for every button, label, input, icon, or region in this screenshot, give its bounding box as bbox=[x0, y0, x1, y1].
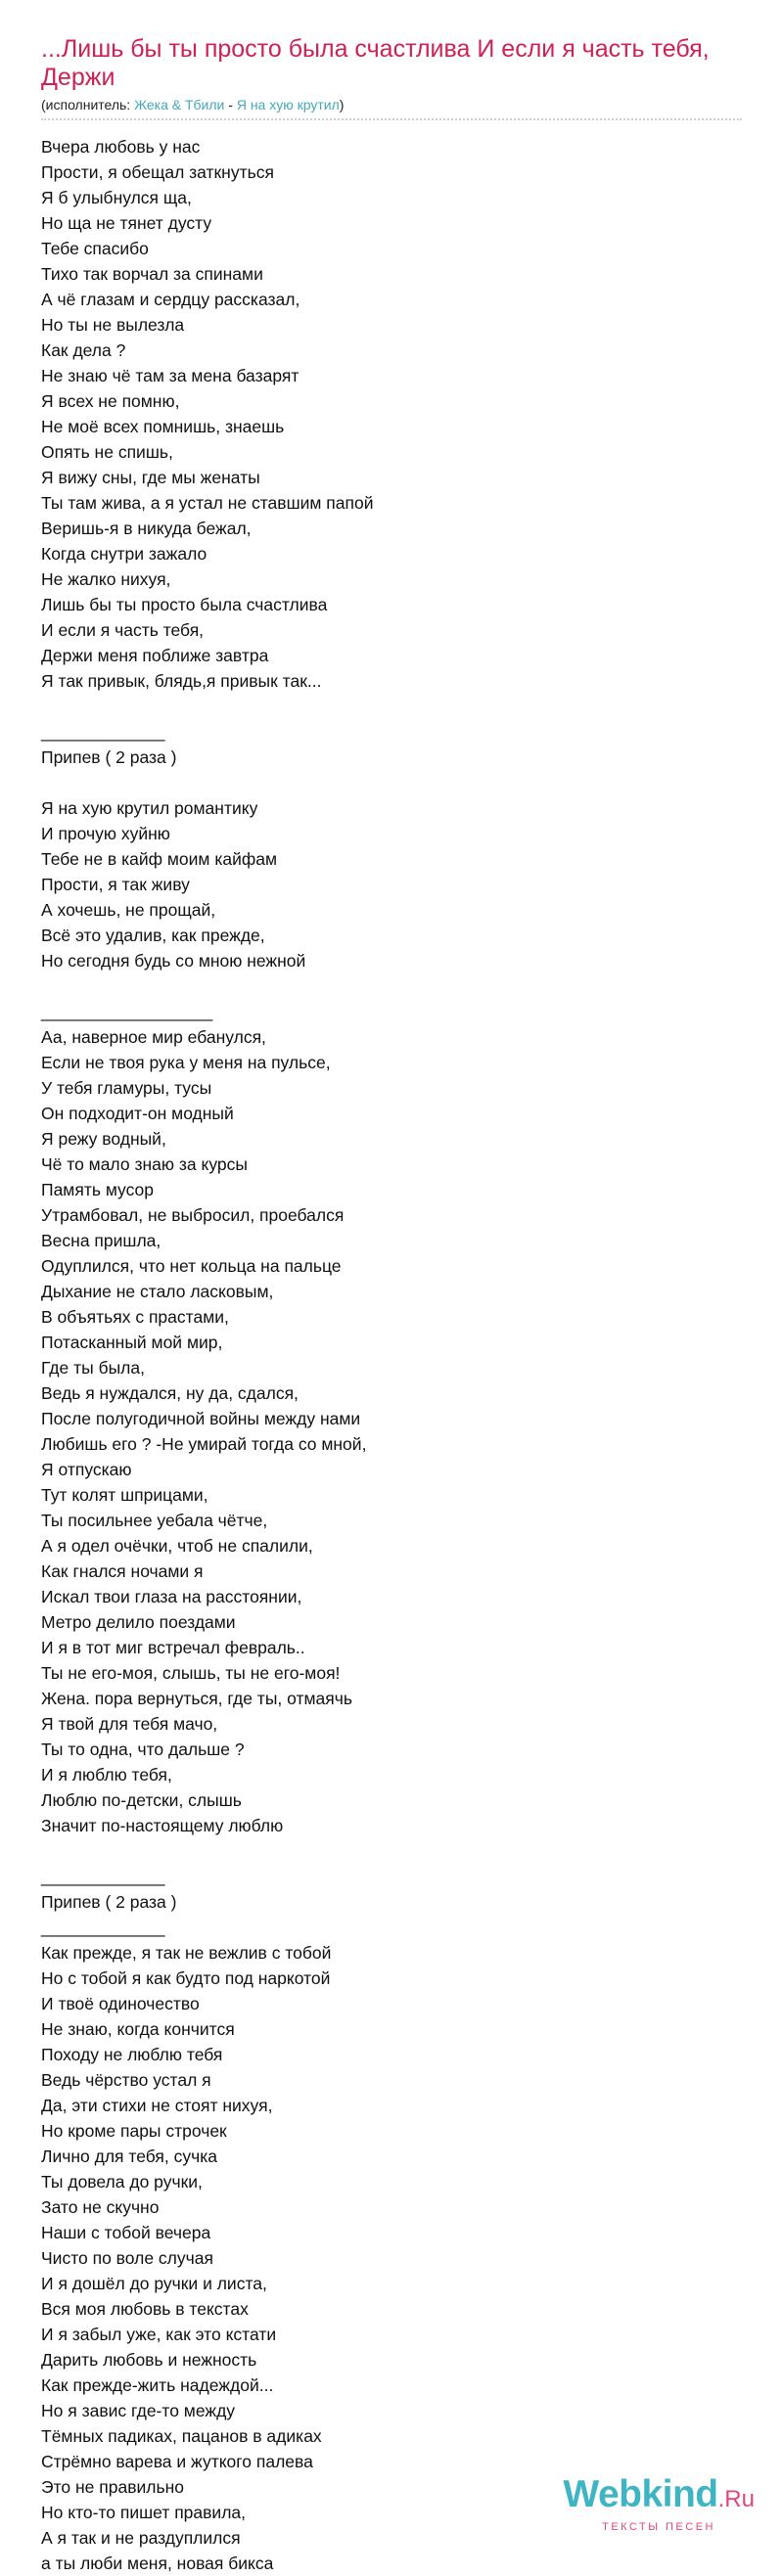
lyric-line: И я люблю тебя, bbox=[41, 1765, 172, 1785]
lyric-line: Тут колят шприцами, bbox=[41, 1485, 208, 1505]
lyric-line: Прости, я обещал заткнуться bbox=[41, 162, 274, 182]
lyric-line: Лишь бы ты просто была счастлива bbox=[41, 595, 328, 614]
lyric-line: Ведь чёрство устал я bbox=[41, 2070, 211, 2090]
lyric-line: Веришь-я в никуда бежал, bbox=[41, 519, 252, 538]
lyric-line: Я так привык, блядь,я привык так... bbox=[41, 671, 322, 691]
lyric-line: Ты то одна, что дальше ? bbox=[41, 1740, 245, 1759]
lyric-line bbox=[41, 770, 742, 795]
lyric-line: И я дошёл до ручки и листа, bbox=[41, 2274, 267, 2293]
lyric-line: Дарить любовь и нежность bbox=[41, 2350, 257, 2370]
lyric-line: Ты там жива, а я устал не ставшим папой bbox=[41, 493, 374, 513]
lyric-line: _____________ bbox=[41, 1867, 165, 1886]
lyric-line: Но сегодня будь со мною нежной bbox=[41, 951, 306, 971]
logo-tld: .Ru bbox=[717, 2486, 755, 2512]
byline-prefix: (исполнитель: bbox=[41, 97, 135, 113]
lyric-line bbox=[41, 694, 742, 719]
lyric-line: Опять не спишь, bbox=[41, 442, 173, 462]
lyric-line: Я режу водный, bbox=[41, 1129, 166, 1149]
lyric-line: а ты люби меня, новая бикса bbox=[41, 2553, 274, 2573]
byline-suffix: ) bbox=[339, 97, 345, 113]
lyric-line: Но я завис где-то между bbox=[41, 2401, 236, 2420]
lyric-line: Аа, наверное мир ебанулся, bbox=[41, 1027, 266, 1047]
lyric-line: Не жалко нихуя, bbox=[41, 569, 171, 589]
lyric-line: Я отпускаю bbox=[41, 1460, 132, 1479]
lyric-line: Чисто по воле случая bbox=[41, 2248, 213, 2268]
lyric-line: Прости, я так живу bbox=[41, 875, 190, 894]
lyric-line: Наши с тобой вечера bbox=[41, 2223, 211, 2242]
lyric-line: Лично для тебя, сучка bbox=[41, 2147, 217, 2166]
lyric-line: Ты довела до ручки, bbox=[41, 2172, 203, 2192]
artist-link[interactable]: Жека & Тбили bbox=[134, 97, 225, 113]
lyric-line: Он подходит-он модный bbox=[41, 1104, 234, 1123]
lyric-line: И я забыл уже, как это кстати bbox=[41, 2325, 277, 2344]
lyric-line: Тебе не в кайф моим кайфам bbox=[41, 849, 278, 869]
lyric-line: А я так и не раздуплился bbox=[41, 2528, 241, 2548]
byline-separator: - bbox=[224, 97, 237, 113]
lyric-line: Не моё всех помнишь, знаешь bbox=[41, 417, 285, 436]
lyric-line: Тебе спасибо bbox=[41, 239, 149, 258]
lyric-line: Если не твоя рука у меня на пульсе, bbox=[41, 1053, 331, 1072]
lyric-line: __________________ bbox=[41, 1002, 213, 1021]
lyric-line: Я всех не помню, bbox=[41, 391, 180, 411]
lyric-line: Как гнался ночами я bbox=[41, 1561, 204, 1581]
lyric-line: Память мусор bbox=[41, 1180, 155, 1199]
lyric-line bbox=[41, 973, 742, 999]
lyric-line: _____________ bbox=[41, 1918, 165, 1937]
lyric-line: Ты посильнее уебала чётче, bbox=[41, 1511, 268, 1530]
logo-subtitle: ТЕКСТЫ ПЕСЕН bbox=[602, 2521, 715, 2533]
lyric-line: А я одел очёчки, чтоб не спалили, bbox=[41, 1536, 313, 1556]
lyric-line: Да, эти стихи не стоят нихуя, bbox=[41, 2096, 273, 2115]
lyric-line: Жена. пора вернуться, где ты, отмаячь bbox=[41, 1689, 352, 1708]
lyric-line: Но ща не тянет дусту bbox=[41, 213, 212, 233]
lyric-line: Вчера любовь у нас bbox=[41, 137, 201, 157]
lyric-line: Я на хую крутил романтику bbox=[41, 798, 258, 818]
lyric-line: Люблю по-детски, слышь bbox=[41, 1790, 242, 1810]
lyric-line: В объятьях с прастами, bbox=[41, 1307, 229, 1327]
lyric-line: Я б улыбнулся ща, bbox=[41, 188, 192, 207]
lyric-line: Одуплился, что нет кольца на пальце bbox=[41, 1256, 342, 1276]
lyric-line: Это не правильно bbox=[41, 2477, 184, 2497]
lyric-line: Потасканный мой мир, bbox=[41, 1333, 223, 1352]
lyric-line: Но кто-то пишет правила, bbox=[41, 2503, 247, 2522]
lyric-line: Где ты была, bbox=[41, 1358, 145, 1378]
lyric-line: Я вижу сны, где мы женаты bbox=[41, 468, 260, 487]
lyric-line: Любишь его ? -Не умирай тогда со мной, bbox=[41, 1434, 367, 1454]
lyric-line: Как прежде, я так не вежлив с тобой bbox=[41, 1943, 332, 1963]
lyric-line: А чё глазам и сердцу рассказал, bbox=[41, 290, 300, 309]
lyric-line: Вся моя любовь в текстах bbox=[41, 2299, 249, 2319]
lyric-line: Припев ( 2 раза ) bbox=[41, 1892, 177, 1912]
logo-wordmark bbox=[559, 2473, 755, 2521]
lyric-line: И если я часть тебя, bbox=[41, 620, 205, 640]
lyric-line: И я в тот миг встречал февраль.. bbox=[41, 1638, 305, 1657]
lyric-line: Зато не скучно bbox=[41, 2197, 160, 2217]
page-title: ...Лишь бы ты просто была счастлива И если я часть тебя, Держи bbox=[41, 35, 710, 91]
lyric-line: Но кроме пары строчек bbox=[41, 2121, 227, 2141]
lyric-line: Утрамбовал, не выбросил, проебался bbox=[41, 1205, 345, 1225]
lyric-line: Значит по-настоящему люблю bbox=[41, 1816, 284, 1835]
lyric-line: Тёмных падиках, пацанов в адиках bbox=[41, 2426, 322, 2446]
lyric-line: Стрёмно варева и жуткого палева bbox=[41, 2452, 313, 2471]
lyric-line: Как дела ? bbox=[41, 340, 126, 360]
lyric-line: После полугодичной войны между нами bbox=[41, 1409, 361, 1428]
lyric-line: Держи меня поближе завтра bbox=[41, 646, 269, 665]
song-link[interactable]: Я на хую крутил bbox=[236, 97, 340, 113]
lyric-line: Метро делило поездами bbox=[41, 1612, 236, 1632]
lyric-line: Походу не люблю тебя bbox=[41, 2045, 223, 2064]
lyric-line: Как прежде-жить надеждой... bbox=[41, 2375, 274, 2395]
lyric-line: Ведь я нуждался, ну да, сдался, bbox=[41, 1383, 299, 1403]
lyric-line: Я твой для тебя мачо, bbox=[41, 1714, 218, 1734]
artist-byline bbox=[41, 96, 742, 120]
lyric-line: У тебя гламуры, тусы bbox=[41, 1078, 212, 1098]
lyric-line: Дыхание не стало ласковым, bbox=[41, 1282, 274, 1301]
lyric-line: А хочешь, не прощай, bbox=[41, 900, 216, 920]
lyric-line: Всё это удалив, как прежде, bbox=[41, 926, 265, 945]
logo-main-text: Webkind bbox=[563, 2473, 718, 2515]
lyric-line: Не знаю чё там за мена базарят bbox=[41, 366, 299, 385]
lyric-line: И твоё одиночество bbox=[41, 1994, 200, 2013]
lyric-line: Ты не его-моя, слышь, ты не его-моя! bbox=[41, 1663, 341, 1683]
page-content bbox=[41, 35, 742, 2576]
lyric-line: Но ты не вылезла bbox=[41, 315, 185, 335]
lyric-line: Тихо так ворчал за спинами bbox=[41, 264, 263, 284]
lyric-line: Не знаю, когда кончится bbox=[41, 2019, 235, 2039]
lyrics-text bbox=[41, 134, 742, 2576]
lyric-line: Но с тобой я как будто под наркотой bbox=[41, 1968, 331, 1988]
lyric-line: Искал твои глаза на расстоянии, bbox=[41, 1587, 302, 1606]
lyric-line: Припев ( 2 раза ) bbox=[41, 747, 177, 767]
lyric-line: Чё то мало знаю за курсы bbox=[41, 1154, 248, 1174]
lyric-line: _____________ bbox=[41, 722, 165, 742]
site-logo[interactable] bbox=[559, 2473, 755, 2538]
lyric-line: Весна пришла, bbox=[41, 1231, 161, 1250]
lyric-line: Когда снутри зажало bbox=[41, 544, 207, 564]
lyric-line: И прочую хуйню bbox=[41, 824, 170, 843]
lyric-line bbox=[41, 1838, 742, 1864]
